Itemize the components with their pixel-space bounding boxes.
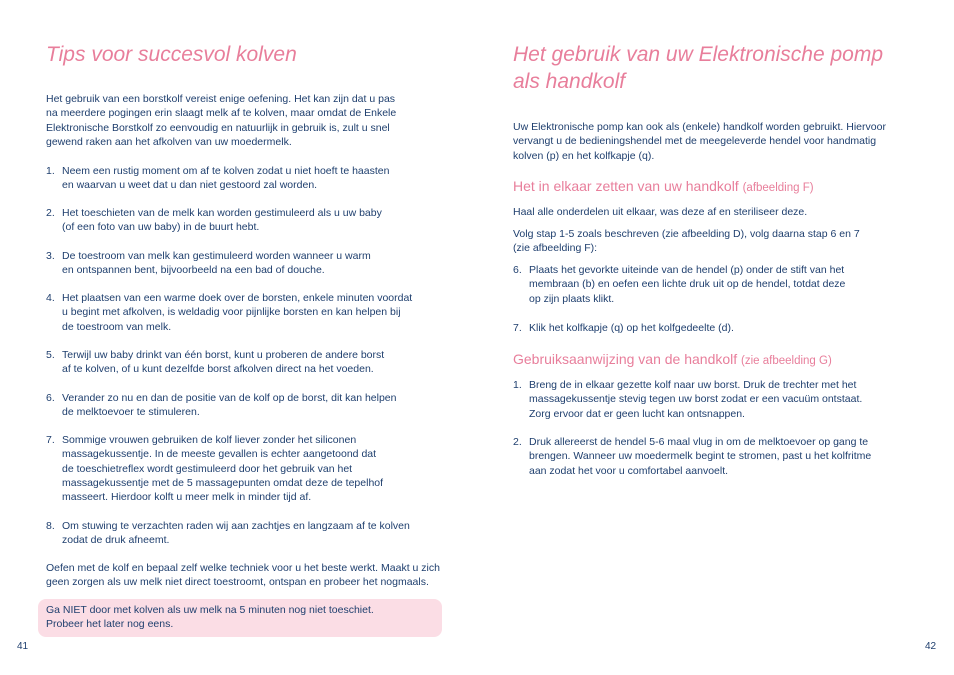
list-item: 2. Druk allereerst de hendel 5-6 maal vlug in om de melktoevoer op gang te brengen. Wanneer uw moedermelk begint te stromen, past u het kolfritme aan zodat het voor u comfortabel aanvoelt. — [513, 436, 872, 477]
intro-line: Elektronische Borstkolf zo eenvoudig en natuurlijk in gebruik is, zult u snel — [46, 121, 390, 134]
list-item: 4. Het plaatsen van een warme doek over de borsten, enkele minuten voordat u begint met afkolven, is weldadig voor pijnlijke borsten en kan helpen bij de toestroom van melk. — [46, 292, 413, 333]
page-number: 42 — [925, 641, 937, 652]
warning-callout-text: Ga NIET door met kolven als uw melk na 5 minuten nog niet toeschiet. Probeer het later nog eens. — [46, 604, 374, 631]
list-item: 8. Om stuwing te verzachten raden wij aan zachtjes en langzaam af te kolven zodat de druk afneemt. — [46, 520, 410, 547]
list-item: 6. Plaats het gevorkte uiteinde van de hendel (p) onder de stift van het membraan (b) en oefen een lichte druk uit op de hendel, totdat deze op zijn plaats klikt. — [513, 264, 846, 305]
paragraph: Volg stap 1-5 zoals beschreven (zie afbeelding D), volg daarna stap 6 en 7 (zie afbeelding F): — [513, 228, 860, 255]
list-item: 2. Het toeschieten van de melk kan worden gestimuleerd als u uw baby (of een foto van uw baby) in de buurt hebt. — [46, 207, 382, 234]
list-item: 7. Klik het kolfkapje (q) op het kolfgedeelte (d). — [513, 322, 734, 334]
section-heading: Gebruiksaanwijzing van de handkolf (zie afbeelding G) — [513, 351, 832, 367]
page-number: 41 — [17, 641, 29, 652]
list-item: 1. Breng de in elkaar gezette kolf naar uw borst. Druk de trechter met het massagekussentje stevig tegen uw borst zodat er een vacuüm ontstaat. Zorg ervoor dat er geen lucht kan ontsnappen. — [513, 379, 863, 420]
intro-line: gewend raken aan het afkolven van uw moedermelk. — [46, 135, 292, 148]
intro-line: na meerdere pogingen erin slaagt melk af te kolven, maar omdat de Enkele — [46, 107, 397, 120]
intro-paragraph — [46, 92, 456, 149]
outro-paragraph: Oefen met de kolf en bepaal zelf welke techniek voor u het beste werkt. Maakt u zich geen zorgen als uw melk niet direct toestroomt, ontspan en probeer het nogmaals. — [46, 562, 440, 589]
section-heading: Het in elkaar zetten van uw handkolf (afbeelding F) — [513, 178, 814, 194]
page-title: Tips voor succesvol kolven — [46, 43, 297, 66]
page-title: Het gebruik van uw Elektronische pomp als handkolf — [513, 43, 884, 93]
intro-paragraph: Uw Elektronische pomp kan ook als (enkele) handkolf worden gebruikt. Hiervoor vervangt u de bedieningshendel met de meegeleverde hendel voor handmatig kolven (p) en het kolfkapje (q). — [513, 121, 886, 162]
list-item: 6. Verander zo nu en dan de positie van de kolf op de borst, dit kan helpen de melktoevoer te stimuleren. — [46, 392, 397, 419]
list-item: 1. Neem een rustig moment om af te kolven zodat u niet hoeft te haasten en waarvan u weet dat u dan niet gestoord zal worden. — [46, 165, 390, 192]
list-item: 5. Terwijl uw baby drinkt van één borst, kunt u proberen de andere borst af te kolven, of u kunt dezelfde borst afkolven direct na het voeden. — [46, 349, 385, 376]
paragraph: Haal alle onderdelen uit elkaar, was deze af en steriliseer deze. — [513, 206, 808, 218]
intro-line: Het gebruik van een borstkolf vereist enige oefening. Het kan zijn dat u pas — [46, 93, 396, 105]
right-page — [477, 0, 954, 675]
list-item: 3. De toestroom van melk kan gestimuleerd worden wanneer u warm en ontspannen bent, bijvoorbeeld na een bad of douche. — [46, 250, 371, 277]
list-item: 7. Sommige vrouwen gebruiken de kolf liever zonder het siliconen massagekussentje. In de meeste gevallen is echter aangetoond dat de toeschietreflex wordt gestimuleerd door het gebruik van het massagekussentje met de 5 massagepunten omdat deze de tepelhof masseert. Hierdoor kolft u meer melk in minder tijd af. — [46, 434, 384, 504]
